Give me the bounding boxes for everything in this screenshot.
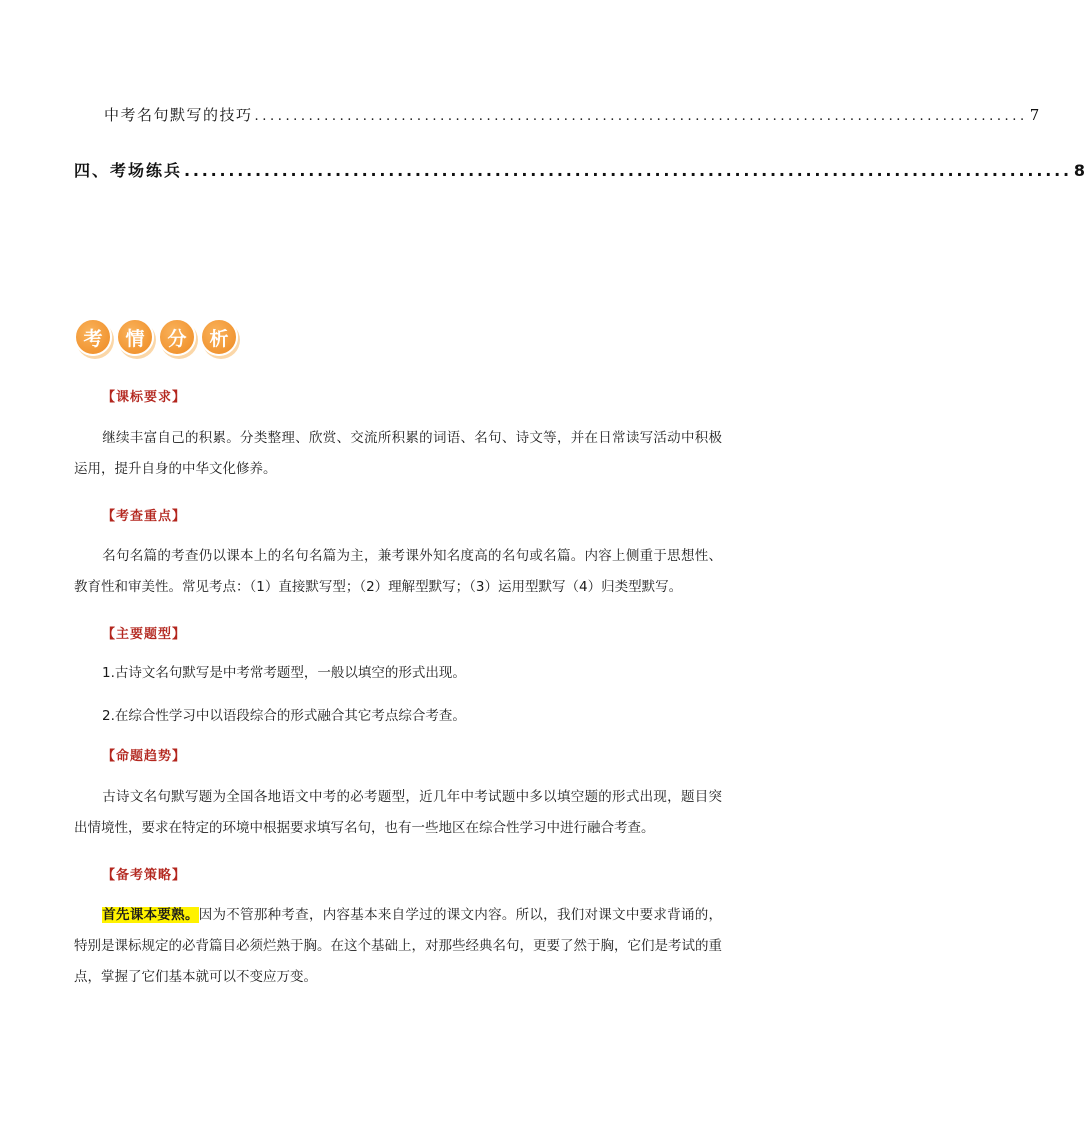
toc-page-number: 7 bbox=[1029, 106, 1041, 124]
list-item bbox=[74, 658, 722, 689]
list-item-text: 1.古诗文名句默写是中考常考题型，一般以填空的形式出现。 bbox=[102, 665, 466, 681]
toc-entry-practice[interactable] bbox=[74, 158, 1085, 181]
section-title-standards: 【课标要求】 bbox=[102, 390, 187, 405]
paragraph-text: 继续丰富自己的积累。分类整理、欣赏、交流所积累的词语、名句、诗文等，并在日常读写活动中积极运用，提升自身的中华文化修养。 bbox=[74, 430, 722, 477]
toc-page-number: 8 bbox=[1073, 161, 1085, 180]
paragraph-text: 因为不管那种考查，内容基本来自学过的课文内容。所以，我们对课文中要求背诵的，特别是课标规定的必背篇目必须烂熟于胸。在这个基础上，对那些经典名句，更要了然于胸，它们是考试的重点，掌握了它们基本就可以不变应万变。 bbox=[74, 907, 723, 985]
banner-badge: 析 bbox=[200, 318, 238, 356]
toc-entry-label: 四、考场练兵 bbox=[74, 161, 183, 180]
section-title-focus: 【考查重点】 bbox=[102, 509, 187, 524]
toc-entry-skills[interactable] bbox=[104, 104, 1041, 125]
section-body-trends bbox=[74, 782, 722, 844]
section-body-standards bbox=[74, 423, 722, 485]
paragraph-text: 古诗文名句默写题为全国各地语文中考的必考题型，近几年中考试题中多以填空题的形式出现，题目突出情境性，要求在特定的环境中根据要求填写名句，也有一些地区在综合性学习中进行融合考查。 bbox=[74, 789, 722, 836]
list-item-text: 2.在综合性学习中以语段综合的形式融合其它考点综合考查。 bbox=[102, 708, 466, 724]
section-body-strategy bbox=[74, 900, 722, 993]
toc-entry-label: 中考名句默写的技巧 bbox=[104, 106, 253, 124]
list-item bbox=[74, 701, 722, 732]
section-banner bbox=[74, 312, 242, 362]
section-title-strategy: 【备考策略】 bbox=[102, 868, 187, 883]
highlighted-text: 首先课本要熟。 bbox=[102, 907, 199, 923]
banner-badge: 分 bbox=[158, 318, 196, 356]
toc-leader-dots: .................................................................................................... bbox=[184, 161, 1072, 180]
paragraph-text: 名句名篇的考查仍以课本上的名句名篇为主，兼考课外知名度高的名句或名篇。内容上侧重于思想性、教育性和审美性。常见考点：（1）直接默写型；（2）理解型默写；（3）运用型默写（4）归类型默写。 bbox=[74, 548, 722, 595]
banner-badge: 考 bbox=[74, 318, 112, 356]
section-title-question-types: 【主要题型】 bbox=[102, 627, 187, 642]
section-title-trends: 【命题趋势】 bbox=[102, 749, 187, 764]
toc-leader-dots: .................................................................................................... bbox=[254, 109, 1028, 124]
section-body-focus bbox=[74, 541, 722, 603]
banner-badge: 情 bbox=[116, 318, 154, 356]
